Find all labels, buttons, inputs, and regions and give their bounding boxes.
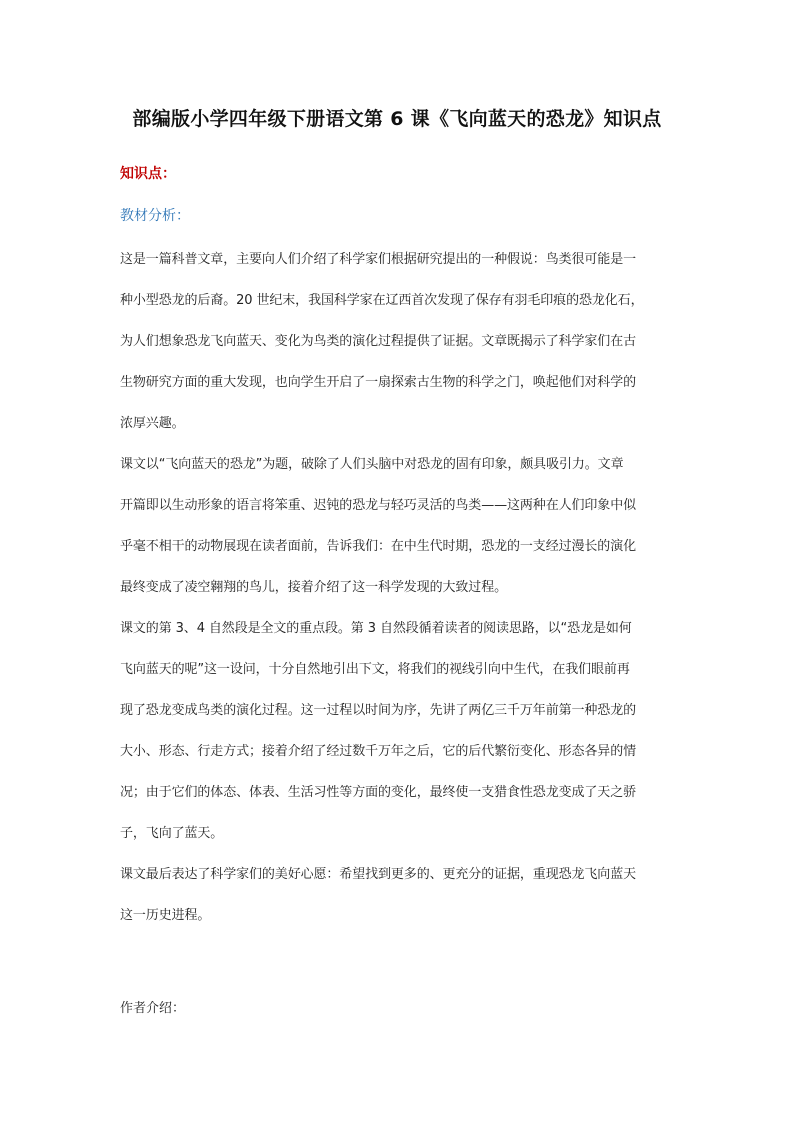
paragraph-line: 课文的第 3、4 自然段是全文的重点段。第 3 自然段循着读者的阅读思路，以“恐龙是如何 bbox=[120, 621, 632, 636]
paragraph-line: 开篇即以生动形象的语言将笨重、迟钝的恐龙与轻巧灵活的鸟类——这两种在人们印象中似 bbox=[120, 498, 637, 513]
knowledge-points-heading: 知识点： bbox=[120, 166, 176, 182]
paragraph-line: 最终变成了凌空翱翔的鸟儿，接着介绍了这一科学发现的大致过程。 bbox=[120, 580, 508, 595]
document-title: 部编版小学四年级下册语文第 6 课《飞向蓝天的恐龙》知识点 bbox=[132, 108, 662, 130]
textbook-analysis-heading: 教材分析： bbox=[120, 208, 190, 224]
paragraph-line: 课文最后表达了科学家们的美好心愿：希望找到更多的、更充分的证据，重现恐龙飞向蓝天 bbox=[120, 867, 637, 882]
paragraph-line: 这是一篇科普文章，主要向人们介绍了科学家们根据研究提出的一种假说：鸟类很可能是一 bbox=[120, 252, 637, 267]
author-intro-heading: 作者介绍： bbox=[120, 1001, 186, 1016]
paragraph-line: 况；由于它们的体态、体表、生活习性等方面的变化，最终使一支猎食性恐龙变成了天之骄 bbox=[120, 785, 637, 800]
paragraph-line: 这一历史进程。 bbox=[120, 908, 211, 923]
paragraph-line: 为人们想象恐龙飞向蓝天、变化为鸟类的演化过程提供了证据。文章既揭示了科学家们在古 bbox=[120, 334, 637, 349]
paragraph-line: 生物研究方面的重大发现，也向学生开启了一扇探索古生物的科学之门，唤起他们对科学的 bbox=[120, 375, 637, 390]
paragraph-line: 种小型恐龙的后裔。20 世纪末，我国科学家在辽西首次发现了保存有羽毛印痕的恐龙化石， bbox=[120, 293, 644, 308]
paragraph-line: 飞向蓝天的呢”这一设问，十分自然地引出下文，将我们的视线引向中生代，在我们眼前再 bbox=[120, 662, 630, 677]
paragraph-line: 课文以“飞向蓝天的恐龙”为题，破除了人们头脑中对恐龙的固有印象，颇具吸引力。文章 bbox=[120, 457, 624, 472]
paragraph-line: 乎毫不相干的动物展现在读者面前，告诉我们：在中生代时期，恐龙的一支经过漫长的演化 bbox=[120, 539, 637, 554]
paragraph-line: 子，飞向了蓝天。 bbox=[120, 826, 224, 841]
paragraph-line: 大小、形态、行走方式；接着介绍了经过数千万年之后，它的后代繁衍变化、形态各异的情 bbox=[120, 744, 637, 759]
paragraph-line: 现了恐龙变成鸟类的演化过程。这一过程以时间为序，先讲了两亿三千万年前第一种恐龙的 bbox=[120, 703, 637, 718]
paragraph-line: 浓厚兴趣。 bbox=[120, 416, 185, 431]
